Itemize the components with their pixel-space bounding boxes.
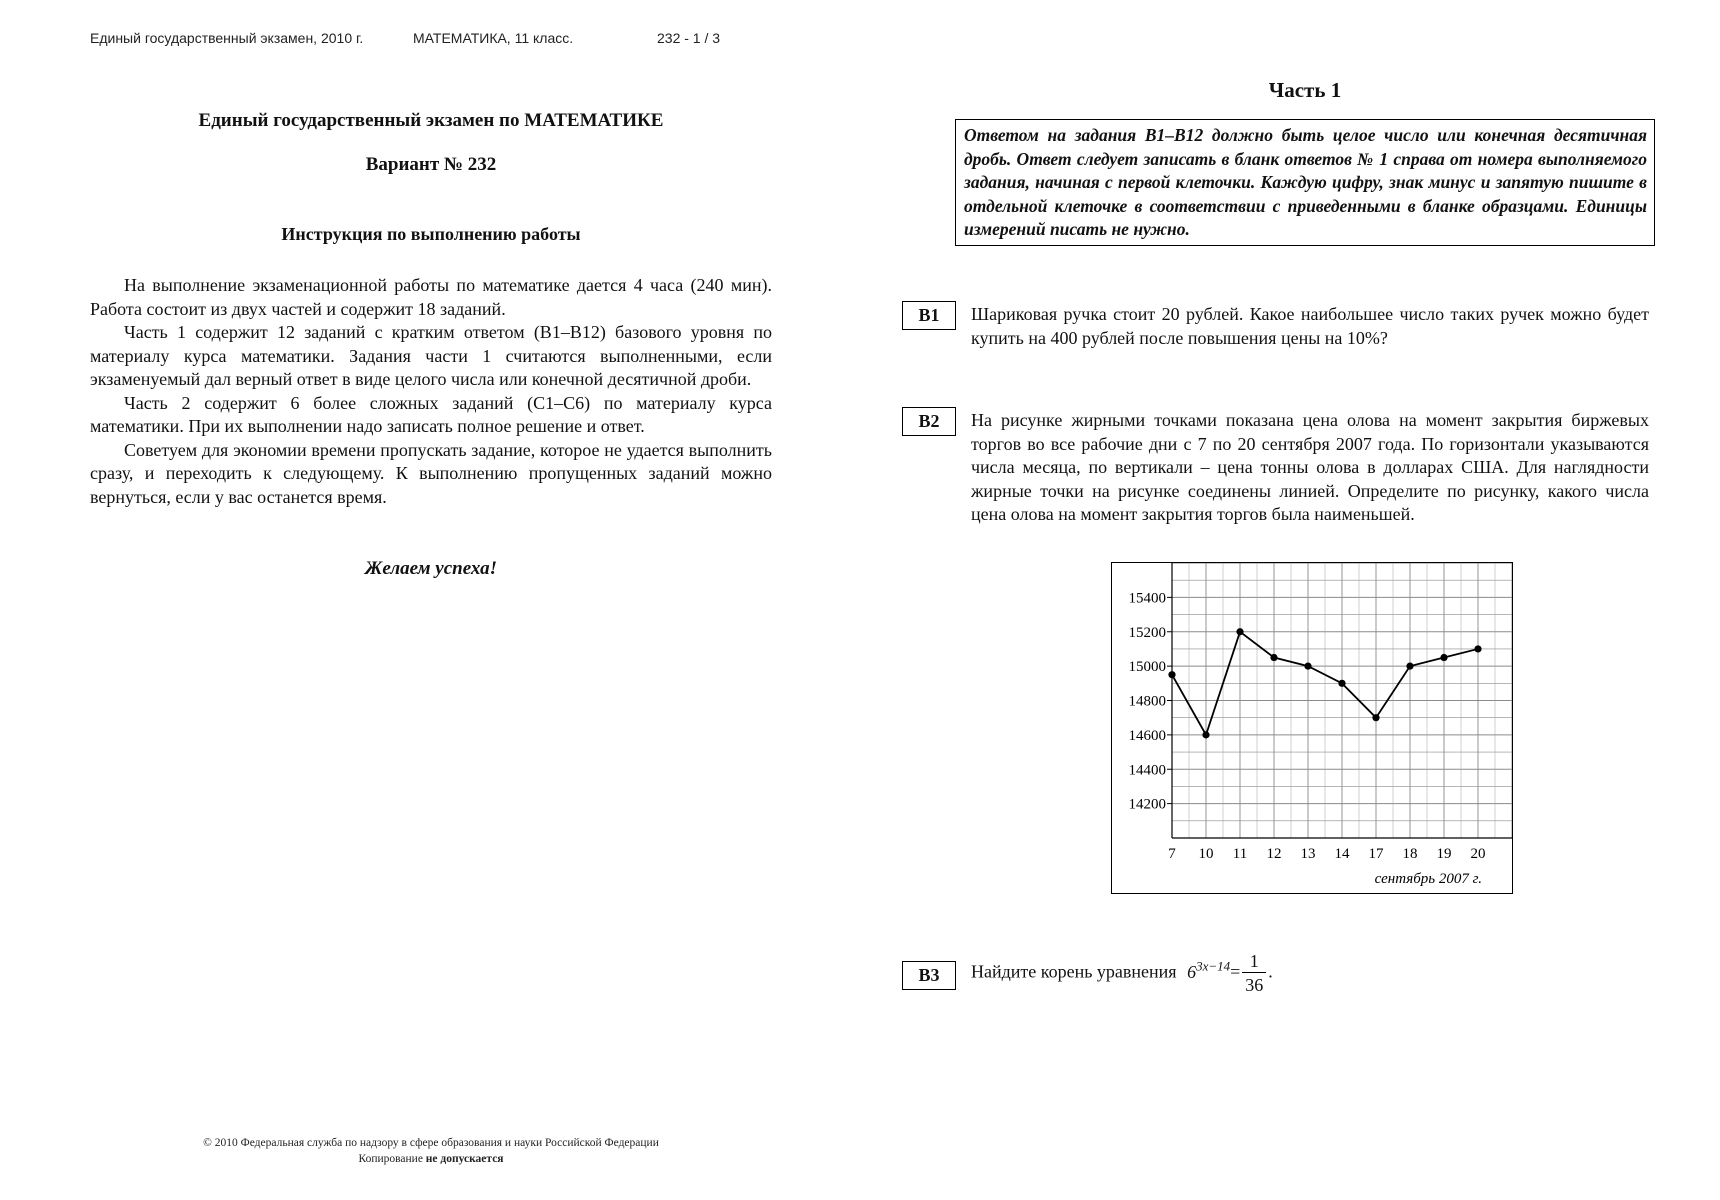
instruction-paragraph: На выполнение экзаменационной работы по математике дается 4 часа (240 мин). Работа состоит из двух частей и содержит 18 заданий. (90, 275, 772, 319)
task-b1-text: Шариковая ручка стоит 20 рублей. Какое наибольшее число таких ручек можно будет купить на 400 рублей после повышения цены на 10%? (971, 304, 1649, 348)
price-point (1474, 645, 1481, 652)
tin-price-chart (1111, 562, 1513, 894)
footer-copy-forbidden: не допускается (425, 1153, 504, 1165)
y-tick-label: 15000 (1128, 659, 1166, 676)
answer-instructions-box: Ответом на задания В1–В12 должно быть целое число или конечная десятичная дробь. Ответ следует записать в бланк ответов № 1 справа от номера выполняемого задания, начиная с первой клеточки. Каждую цифру, знак минус и запятую пишите в отдельной клеточке в соответствии с приведенными в бланке образцами. Единицы измерений писать не нужно. (955, 119, 1655, 246)
footer-copy-label: Копирование (358, 1153, 426, 1165)
price-point (1406, 663, 1413, 670)
x-tick-label: 11 (1232, 846, 1248, 862)
x-tick-label: 19 (1436, 846, 1452, 862)
footer-copy-note (90, 1151, 772, 1167)
instruction-paragraph: Советуем для экономии времени пропускать задание, которое не удается выполнить сразу, и переходить к следующему. К выполнению пропущенных заданий можно вернуться, если у вас останется время. (90, 439, 772, 507)
instruction-title: Инструкция по выполнению работы (281, 224, 581, 244)
x-tick-label: 17 (1368, 846, 1384, 862)
header-subject: МАТЕМАТИКА, 11 класс. (413, 30, 574, 46)
y-tick-label: 14800 (1128, 693, 1166, 710)
fraction-numerator: 1 (1242, 950, 1266, 973)
y-tick-label: 15200 (1128, 624, 1166, 641)
x-tick-label: 20 (1470, 846, 1486, 862)
price-point (1202, 731, 1209, 738)
instruction-paragraph: Часть 1 содержит 12 заданий с кратким ответом (В1–В12) базового уровня по материалу курса математики. Задания части 1 считаются выполненными, если экзаменуемый дал верный ответ в виде целого числа или конечной десятичной дроби. (90, 322, 772, 389)
y-tick-label: 14400 (1128, 762, 1166, 779)
equation-equals: = (1230, 961, 1241, 982)
header-exam: Единый государственный экзамен, 2010 г. (90, 30, 364, 46)
chart-canvas (1112, 563, 1512, 893)
variant-title: Вариант № 232 (365, 154, 497, 175)
task-b3-text (971, 950, 1273, 997)
price-point (1338, 680, 1345, 687)
x-tick-label: 12 (1266, 846, 1282, 862)
instruction-body (90, 274, 772, 509)
task-b3-prompt: Найдите корень уравнения (971, 961, 1177, 982)
wish-text: Желаем успеха! (364, 558, 498, 579)
x-axis-label: сентябрь 2007 г. (1374, 871, 1482, 887)
x-tick-label: 10 (1198, 846, 1214, 862)
x-tick-label: 7 (1168, 846, 1176, 862)
footer-copyright: © 2010 Федеральная служба по надзору в сфере образования и науки Российской Федерации (203, 1137, 659, 1149)
price-point (1372, 714, 1379, 721)
price-point (1236, 628, 1243, 635)
header-page: 232 - 1 / 3 (657, 30, 721, 46)
y-tick-label: 15400 (1128, 590, 1166, 607)
x-tick-label: 18 (1402, 846, 1418, 862)
task-b2-tag: В2 (902, 407, 956, 436)
price-point (1304, 663, 1311, 670)
price-point (1168, 671, 1175, 678)
fraction-denominator: 36 (1245, 975, 1264, 995)
y-tick-label: 14200 (1128, 796, 1166, 813)
footer (90, 1135, 772, 1167)
x-tick-label: 13 (1300, 846, 1316, 862)
price-point (1270, 654, 1277, 661)
x-tick-label: 14 (1334, 846, 1350, 862)
equation-end: . (1268, 961, 1273, 982)
equation-base: 6 (1187, 961, 1197, 982)
y-tick-label: 14600 (1128, 727, 1166, 744)
equation-exponent: 3x−14 (1196, 958, 1231, 974)
equation-fraction (1242, 950, 1266, 997)
price-point (1440, 654, 1447, 661)
task-b1-tag: В1 (902, 301, 956, 330)
part-title: Часть 1 (1268, 78, 1342, 102)
exam-title: Единый государственный экзамен по МАТЕМАТИКЕ (198, 110, 664, 131)
instruction-paragraph: Часть 2 содержит 6 более сложных заданий (С1–С6) по материалу курса математики. При их выполнении надо записать полное решение и ответ. (90, 392, 772, 436)
task-b2-text: На рисунке жирными точками показана цена олова на момент закрытия биржевых торгов во все рабочие дни с 7 по 20 сентября 2007 года. По горизонтали указываются числа месяца, по вертикали – цена тонны олова в долларах США. Для наглядности жирные точки на рисунке соединены линией. Определите по рисунку, какого числа цена олова на момент закрытия торгов была наименьшей. (971, 410, 1649, 524)
task-b3-tag: В3 (902, 961, 956, 990)
